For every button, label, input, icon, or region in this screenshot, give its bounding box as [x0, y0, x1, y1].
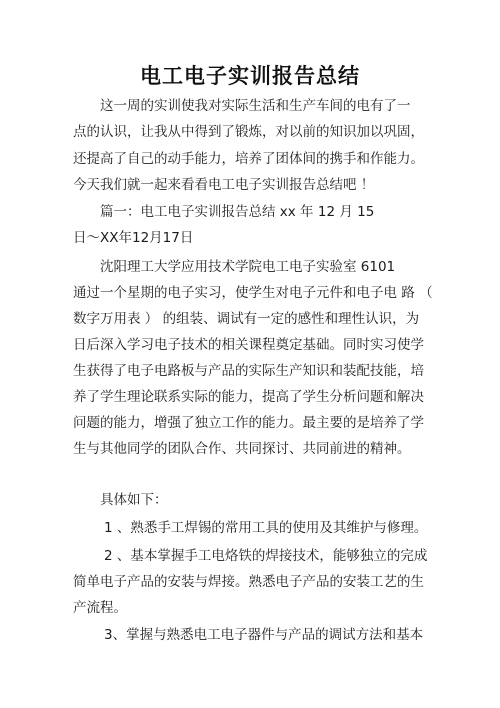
paragraph-line: 点的认识，让我从中得到了锻炼，对以前的知识加以巩固， [73, 124, 424, 140]
paragraph-line: 通过一个星期的电子实习，使学生对电子元件和电子电 路 （ [73, 285, 433, 301]
document-title: 电工电子实训报告总结 [140, 64, 360, 88]
paragraph-line: 日～XX年12月17日 [73, 230, 194, 246]
paragraph-line: 这一周的实训使我对实际生活和生产车间的电有了一 [100, 98, 411, 114]
paragraph-line: 问题的能力，增强了独立工作的能力。最主要的是培养了学 [73, 415, 424, 431]
paragraph-line: 产流程。 [73, 600, 127, 616]
paragraph-line: 数字万用表 ） 的组装、调试有一定的感性和理性认识，为 [73, 311, 420, 327]
paragraph-line: 沈阳理工大学应用技术学院电工电子实验室 6101 [100, 259, 396, 275]
paragraph-line: 简单电子产品的安装与焊接。熟悉电子产品的安装工艺的生 [73, 574, 424, 590]
paragraph-line: 还提高了自己的动手能力，培养了团体间的携手和作能力。 [73, 151, 424, 167]
paragraph-line: 生与其他同学的团队合作、共同探讨、共同前进的精神。 [73, 441, 411, 457]
section-heading-line: 篇一：电工电子实训报告总结 xx 年 12 月 15 [100, 204, 375, 220]
list-item-line: 2 、基本掌握手工电烙铁的焊接技术，能够独立的完成 [104, 548, 428, 564]
paragraph-line: 具体如下： [100, 492, 168, 508]
paragraph-line: 今天我们就一起来看看电工电子实训报告总结吧 ！ [73, 177, 375, 193]
paragraph-line: 生获得了电子电路板与产品的实际生产知识和装配技能，培 [73, 363, 424, 379]
list-item-line: 1 、熟悉手工焊锡的常用工具的使用及其维护与修理。 [104, 520, 428, 536]
paragraph-line: 养了学生理论联系实际的能力，提高了学生分析问题和解决 [73, 389, 424, 405]
paragraph-line: 日后深入学习电子技术的相关课程奠定基础。同时实习使学 [73, 337, 424, 353]
list-item-line: 3、掌握与熟悉电工电子器件与产品的调试方法和基本 [104, 627, 424, 643]
